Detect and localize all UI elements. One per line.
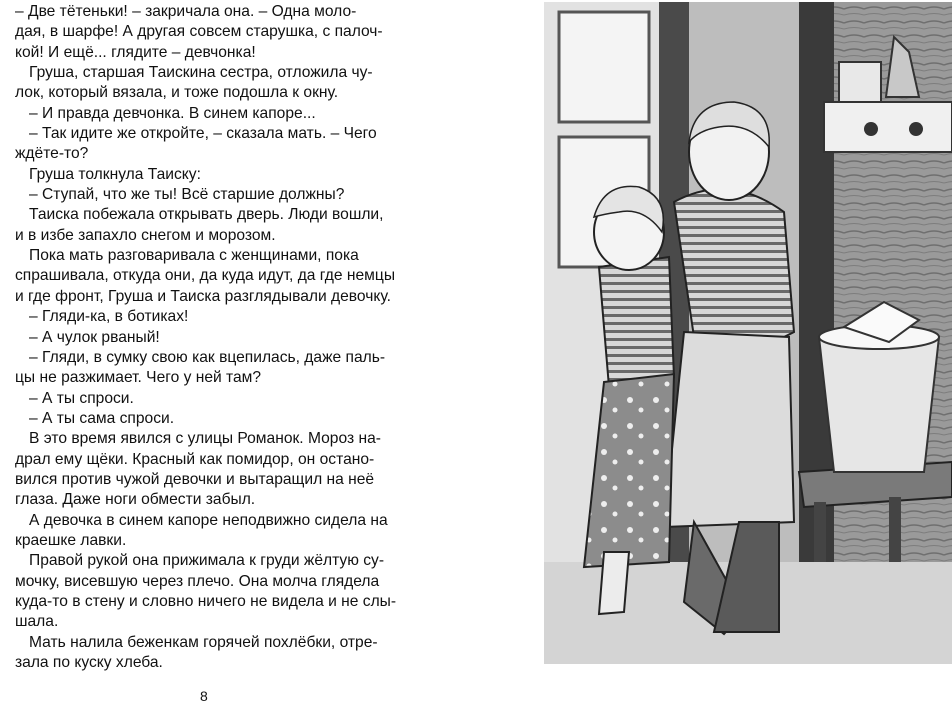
illustration-two-girls bbox=[544, 2, 952, 664]
text-line-29: куда-то в стену и словно ничего не видела и не слы- bbox=[15, 592, 397, 610]
text-line-20: – А ты сама спроси. bbox=[29, 409, 175, 427]
text-line-9: – Ступай, что же ты! Всё старшие должны? bbox=[29, 186, 345, 204]
page-number: 8 bbox=[200, 688, 208, 704]
text-line-15: – Гляди-ка, в ботиках! bbox=[29, 308, 189, 326]
text-line-30: шала. bbox=[15, 613, 59, 631]
text-line-11: и в избе запахло снегом и морозом. bbox=[15, 226, 276, 244]
text-line-1: дая, в шарфе! А другая совсем старушка, с палоч- bbox=[15, 23, 383, 41]
text-line-24: глаза. Даже ноги обмести забыл. bbox=[15, 491, 256, 509]
text-column bbox=[15, 2, 413, 673]
text-line-3: Груша, старшая Таискина сестра, отложила чу- bbox=[29, 64, 373, 82]
text-line-4: лок, который вязала, и тоже подошла к окну. bbox=[15, 84, 339, 102]
text-line-6: – Так идите же откройте, – сказала мать. – Чего bbox=[29, 125, 377, 143]
text-line-31: Мать налила беженкам горячей похлёбки, отре- bbox=[29, 633, 378, 651]
text-line-17: – Гляди, в сумку свою как вцепилась, даже паль- bbox=[29, 348, 386, 366]
text-line-32: зала по куску хлеба. bbox=[15, 654, 163, 671]
text-line-22: драл ему щёки. Красный как помидор, он остано- bbox=[15, 450, 375, 468]
text-line-14: и где фронт, Груша и Таиска разглядывали девочку. bbox=[15, 287, 391, 305]
text-line-7: ждёте-то? bbox=[15, 145, 89, 163]
text-line-8: Груша толкнула Таиску: bbox=[29, 165, 201, 183]
text-line-18: цы не разжимает. Чего у ней там? bbox=[15, 369, 262, 387]
text-line-10: Таиска побежала открывать дверь. Люди вошли, bbox=[29, 206, 384, 224]
text-line-25: А девочка в синем капоре неподвижно сидела на bbox=[29, 511, 388, 529]
text-line-16: – А чулок рваный! bbox=[29, 328, 160, 346]
text-line-26: краешке лавки. bbox=[15, 531, 127, 549]
text-line-19: – А ты спроси. bbox=[29, 389, 134, 407]
text-line-0: – Две тётеньки! – закричала она. – Одна моло- bbox=[15, 3, 357, 20]
text-line-5: – И правда девчонка. В синем капоре... bbox=[29, 104, 316, 122]
text-line-21: В это время явился с улицы Романок. Мороз на- bbox=[29, 430, 381, 448]
text-line-13: спрашивала, откуда они, да куда идут, да где немцы bbox=[15, 267, 396, 285]
text-line-23: вился против чужой девочки и вытаращил на неё bbox=[15, 470, 375, 488]
text-line-27: Правой рукой она прижимала к груди жёлтую су- bbox=[29, 552, 385, 570]
text-line-2: кой! И ещё... глядите – девчонка! bbox=[15, 43, 256, 61]
text-line-28: мочку, висевшую через плечо. Она молча глядела bbox=[15, 572, 380, 590]
text-line-12: Пока мать разговаривала с женщинами, пока bbox=[29, 247, 359, 265]
